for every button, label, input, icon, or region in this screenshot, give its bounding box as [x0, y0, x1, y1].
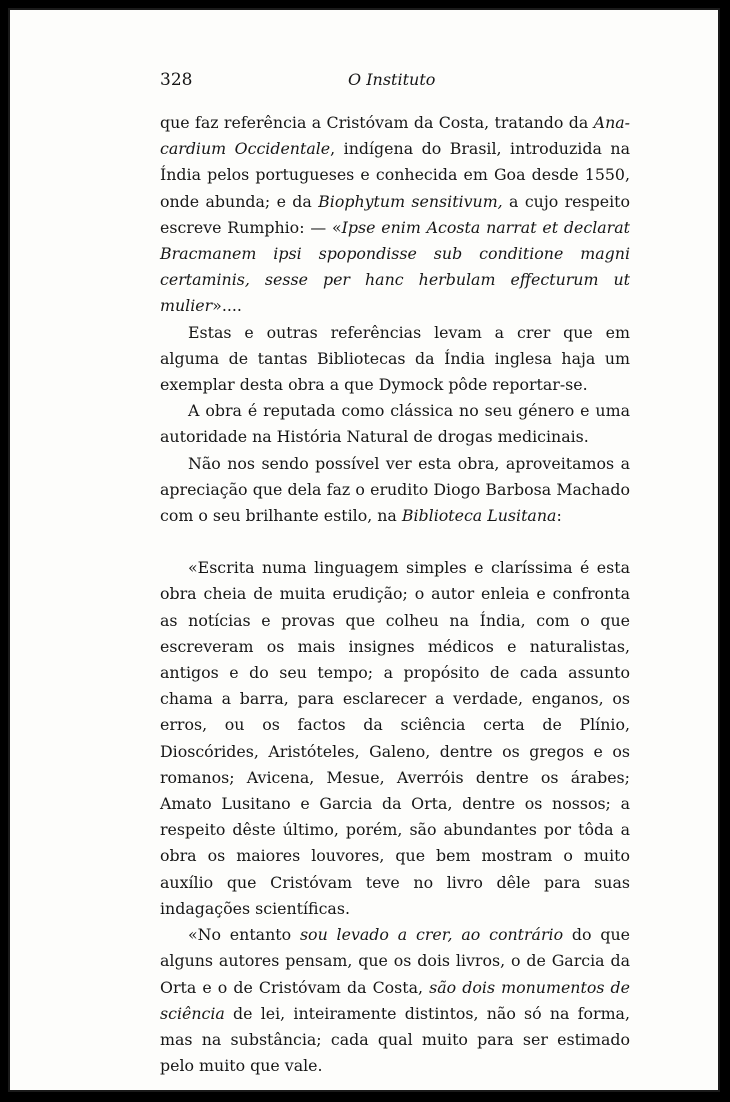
text-segment: que faz referência a Cristóvam da Costa, tratando da	[160, 113, 594, 132]
italic-segment: Biblioteca Lusitana	[401, 506, 557, 526]
text-segment: Estas e outras referências levam a crer que em alguma de tantas Bibliotecas da Índia inglesa haja um exemplar desta obra a que Dymock pôde reportar-se.	[160, 322, 630, 395]
paragraph-obra-classica	[160, 398, 630, 450]
text-segment: «Escrita numa linguagem simples e claríssima é esta obra cheia de muita erudição; o autor enleia e confronta as notícias e provas que colheu na Índia, com o que escreveram os mais insignes médicos e naturalistas, antigos e do seu tempo; a propósito de cada assunto chama a barra, para esclarecer a verdade, enganos, os erros, ou os factos da sciência certa de Plínio, Dioscórides, Aristóteles, Galeno, dentre os gregos e os romanos; Avicena, Mesue, Averróis dentre os árabes; Amato Lusitano e Garcia da Orta, dentre os nossos; a respeito dêste último, porém, são abundantes por tôda a obra os maiores louvores, que bem mostram o muito auxílio que Cristóvam teve no livro dêle para suas indagações scientíficas.	[160, 558, 630, 918]
text-segment: :	[556, 506, 562, 526]
italic-segment: Biophytum sensitivum,	[318, 191, 503, 211]
text-segment: de lei, inteiramente distintos, não só na forma, mas na substância; cada qual muito para ser estimado pelo muito que vale.	[160, 1003, 630, 1076]
body-text	[160, 110, 630, 1079]
italic-segment: são dois monumentos de sciência	[160, 977, 630, 1023]
text-segment: , indígena do Brasil, introduzida na Índia pelos portugueses e conhecida em Goa desde 1550, onde abunda; e da	[160, 139, 630, 211]
book-page	[8, 8, 720, 1092]
text-segment: A obra é reputada como clássica no seu género e uma autoridade na História Natural de drogas medicinais.	[160, 401, 630, 447]
running-title: O Instituto	[348, 70, 436, 89]
text-segment: do que alguns autores pensam, que os dois livros, o de Garcia da Orta e o de Cristóvam da Costa,	[160, 925, 630, 997]
running-head	[160, 70, 630, 100]
italic-segment: sou levado a crer, ao contrário	[299, 925, 564, 945]
text-segment: a cujo respeito escreve Rumphio: — «	[160, 191, 630, 237]
quote-paragraph-no-entanto	[160, 922, 630, 1079]
quote-paragraph-escrita	[160, 555, 630, 922]
paragraph-apreciacao	[160, 451, 630, 530]
italic-segment: Anacardium Occidentale	[160, 113, 630, 159]
paragraph-rumphio	[160, 110, 630, 320]
text-segment: Não nos sendo possível ver esta obra, aproveitamos a apreciação que dela faz o erudito Diogo Barbosa Machado com o seu brilhante estilo, na	[160, 453, 630, 526]
italic-segment: Ipse enim Acosta narrat et declarat Bracmanem ipsi spopondisse sub conditione magni certaminis, sesse per hanc herbulam effecturum ut mulier	[160, 217, 630, 316]
page-number: 328	[160, 70, 193, 90]
text-segment: »....	[212, 296, 242, 316]
text-segment: «No entanto	[188, 925, 300, 945]
paragraph-bibliotecas	[160, 320, 630, 399]
